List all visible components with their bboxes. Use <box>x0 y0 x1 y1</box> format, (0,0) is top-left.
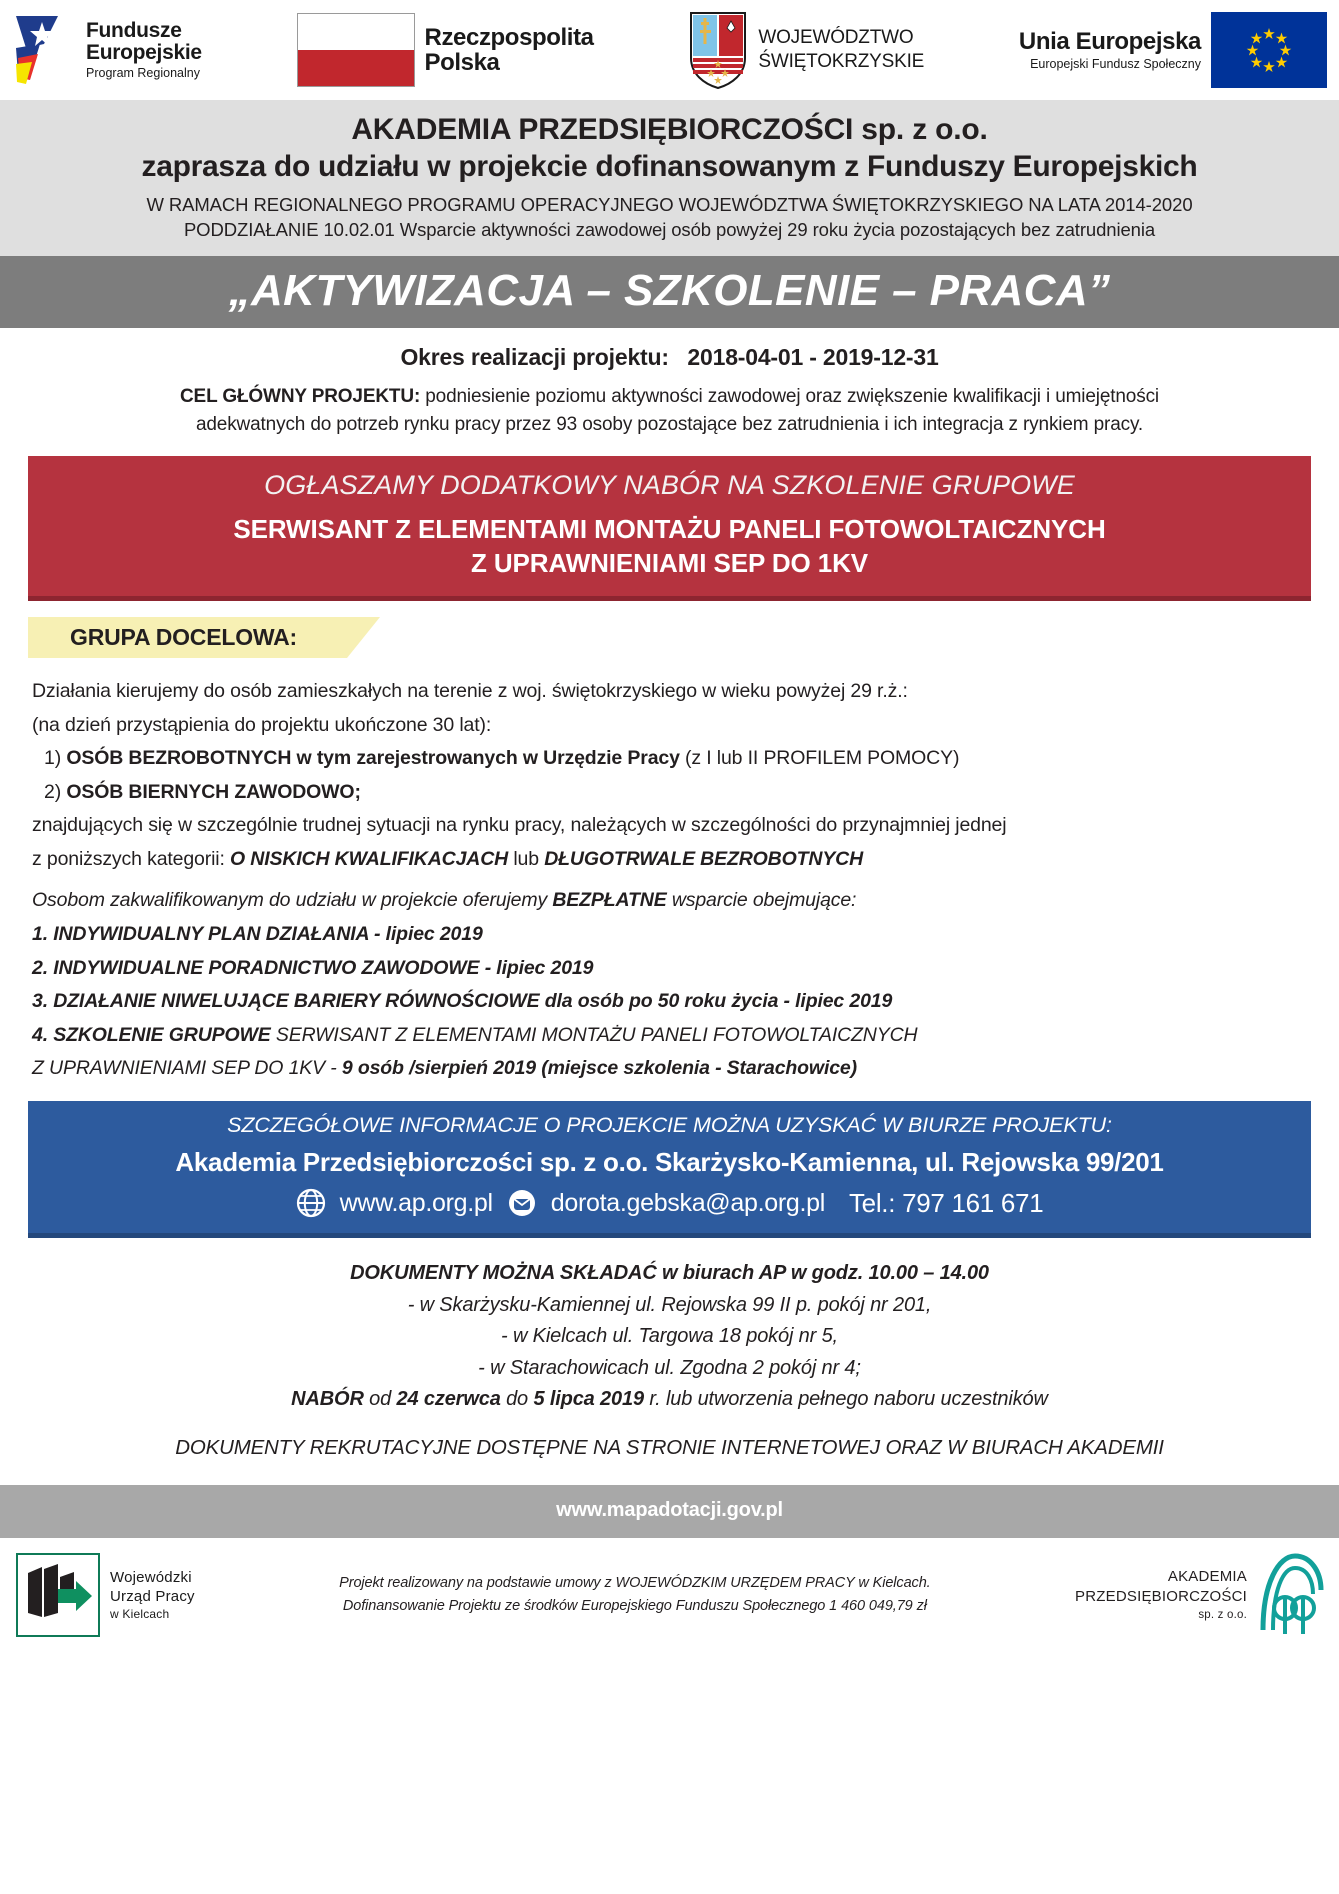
wup-logo-block <box>16 1553 195 1637</box>
envelope-icon <box>507 1188 537 1218</box>
announcement-text: OGŁASZAMY DODATKOWY NABÓR NA SZKOLENIE GRUPOWE <box>264 470 1075 501</box>
footer-note-line1: Projekt realizowany na podstawie umowy z WOJEWÓDZKIM URZĘDEM PRACY w Kielcach. <box>339 1575 931 1592</box>
target-group-body <box>32 676 1309 1085</box>
polish-flag-icon <box>297 13 415 87</box>
nabor-t3: r. lub utworzenia pełnego naboru uczestników <box>643 1388 1048 1411</box>
course-name-line2: Z UPRAWNIENIAMI SEP DO 1KV <box>470 547 869 578</box>
tg-intro-line1: Działania kierujemy do osób zamieszkałych na terenie z woj. świętokrzyskiego w wieku powyżej 29 r.ż.: <box>32 679 908 702</box>
footer <box>0 1538 1339 1651</box>
mapadotacji-link[interactable]: www.mapadotacji.gov.pl <box>556 1498 783 1521</box>
footer-funding-note <box>195 1572 1075 1618</box>
support-item-4 <box>32 1020 1309 1052</box>
support-item2-main: 2. INDYWIDUALNE PORADNICTWO ZAWODOWE <box>32 956 480 979</box>
logo-unia-europejska <box>1019 12 1327 88</box>
tg-note2-b1: O NISKICH KWALIFIKACJACH <box>230 847 509 870</box>
support-item3-main: 3. DZIAŁANIE NIWELUJĄCE BARIERY RÓWNOŚCIOWE <box>32 990 540 1013</box>
logo-fundusze-europejskie <box>14 14 202 86</box>
contact-office-address: Akademia Przedsiębiorczości sp. z o.o. Skarżysko-Kamienna, ul. Rejowska 99/201 <box>175 1146 1164 1177</box>
woj-line1: WOJEWÓDZTWO <box>758 27 914 48</box>
fe-line3: Program Regionalny <box>86 65 200 80</box>
eu-line2: Europejski Fundusz Społeczny <box>1030 56 1201 71</box>
red-announcement-banner <box>28 456 1311 601</box>
swietokrzyskie-crest-icon <box>688 10 748 90</box>
email-link[interactable]: dorota.gebska@ap.org.pl <box>550 1188 825 1217</box>
support-intro-pre: Osobom zakwalifikowanym do udziału w projekcie oferujemy <box>32 889 553 912</box>
eu-flag-icon <box>1211 12 1327 88</box>
footer-note-line2: Dofinansowanie Projektu ze środków Europejskiego Funduszu Społecznego 1 460 049,79 zł <box>342 1598 927 1615</box>
tg-item2-num: 2) <box>44 780 62 803</box>
tg-note-line1: znajdujących się w szczególnie trudnej sytuacji na rynku pracy, należących w szczególności do przynajmniej jednej <box>32 814 1007 837</box>
ap-line2: PRZEDSIĘBIORCZOŚCI <box>1075 1588 1247 1606</box>
tg-note2-b2: DŁUGOTRWALE BEZROBOTNYCH <box>544 847 864 870</box>
support-item1-main: 1. INDYWIDUALNY PLAN DZIAŁANIA <box>32 923 369 946</box>
support-item1-detail: - lipiec 2019 <box>368 923 483 946</box>
fundusze-europejskie-text <box>86 20 202 80</box>
support-item3-detail: dla osób po 50 roku życia - lipiec 2019 <box>539 990 893 1013</box>
ap-line3: sp. z o.o. <box>1198 1608 1247 1621</box>
period-value: 2018-04-01 - 2019-12-31 <box>687 344 939 371</box>
website-link[interactable]: www.ap.org.pl <box>339 1188 493 1217</box>
phone-number: Tel.: 797 161 671 <box>848 1187 1044 1218</box>
pl-line1: Rzeczpospolita <box>424 23 594 51</box>
tg-item-1 <box>32 743 1309 775</box>
fe-line2: Europejskie <box>86 40 202 64</box>
wojewodztwo-text <box>758 27 924 73</box>
support-item-3 <box>32 986 1309 1018</box>
support-item2-detail: - lipiec 2019 <box>479 956 594 979</box>
pl-line2: Polska <box>424 49 500 76</box>
nabor-label: NABÓR <box>291 1388 364 1411</box>
nabor-end-date: 5 lipca 2019 <box>533 1388 644 1411</box>
nabor-start-date: 24 czerwca <box>396 1388 501 1411</box>
support-intro-post: wsparcie obejmujące: <box>666 889 857 912</box>
wup-line3: w Kielcach <box>110 1606 170 1621</box>
period-label: Okres realizacji projektu: <box>400 344 669 371</box>
wup-line1: Wojewódzki <box>110 1568 192 1586</box>
tg-note2-mid: lub <box>508 847 545 870</box>
goal-text-line1: podniesienie poziomu aktywności zawodowej oraz zwiększenie kwalifikacji i umiejętności <box>420 386 1159 408</box>
documents-heading <box>30 1258 1309 1290</box>
header-subtitle-line1: W RAMACH REGIONALNEGO PROGRAMU OPERACYJNEGO WOJEWÓDZTWA ŚWIĘTOKRZYSKIEGO NA LATA 2014-2020 <box>146 193 1193 215</box>
nabor-t1: od <box>363 1388 397 1411</box>
eu-line1: Unia Europejska <box>1018 28 1201 56</box>
contact-details-row <box>40 1188 1299 1219</box>
logo-rzeczpospolita-polska <box>297 13 594 87</box>
fundusze-europejskie-star-mark <box>14 14 76 86</box>
support-item-4-line2 <box>32 1053 1309 1085</box>
contact-heading: SZCZEGÓŁOWE INFORMACJE O PROJEKCIE MOŻNA UZYSKAĆ W BIURZE PROJEKTU: <box>227 1112 1112 1137</box>
fe-line1: Fundusze <box>86 18 182 42</box>
wup-arrow-icon <box>16 1553 100 1637</box>
tg-item1-rest: (z I lub II PROFILEM POMOCY) <box>679 747 960 770</box>
header-title-line1: AKADEMIA PRZEDSIĘBIORCZOŚCI sp. z o.o. <box>351 113 988 146</box>
project-period <box>0 344 1339 371</box>
target-group-tab-row <box>0 617 1339 658</box>
goal-label: CEL GŁÓWNY PROJEKTU: <box>179 386 421 408</box>
documents-location-2: - w Kielcach ul. Targowa 18 pokój nr 5, <box>501 1325 838 1348</box>
support-item4-line2-pre: Z UPRAWNIENIAMI SEP DO 1KV - <box>32 1057 342 1080</box>
globe-icon <box>296 1188 326 1218</box>
support-item4-line2-bold: 9 osób /sierpień 2019 (miejsce szkolenia - Starachowice) <box>341 1057 857 1080</box>
poland-text <box>425 25 594 75</box>
contact-box <box>28 1101 1311 1238</box>
project-title-bar <box>0 256 1339 328</box>
woj-line2: ŚWIĘTOKRZYSKIE <box>758 51 925 72</box>
ap-logo-icon <box>1255 1550 1325 1641</box>
support-intro-bold: BEZPŁATNE <box>552 889 667 912</box>
support-item-2 <box>32 953 1309 985</box>
documents-heading-rest: w biurach AP w godz. 10.00 – 14.00 <box>656 1261 989 1284</box>
tg-item-2 <box>32 777 1309 809</box>
documents-heading-bold: DOKUMENTY MOŻNA SKŁADAĆ <box>350 1261 657 1284</box>
ap-text <box>1075 1567 1247 1623</box>
tg-item1-bold: OSÓB BEZROBOTNYCH w tym zarejestrowanych w Urzędzie Pracy <box>66 747 680 770</box>
tg-note-line2 <box>32 844 1309 876</box>
project-title: „AKTYWIZACJA – SZKOLENIE – PRACA” <box>228 266 1111 316</box>
tg-item2-bold: OSÓB BIERNYCH ZAWODOWO; <box>66 780 361 803</box>
support-item-1 <box>32 919 1309 951</box>
eu-logo-strip <box>0 0 1339 100</box>
header-subtitle-line2: PODDZIAŁANIE 10.02.01 Wsparcie aktywności zawodowej osób powyżej 29 roku życia pozostających bez zatrudnienia <box>183 218 1156 240</box>
tg-note2-pre: z poniższych kategorii: <box>32 847 230 870</box>
documents-location-1: - w Skarżysku-Kamiennej ul. Rejowska 99 II p. pokój nr 201, <box>407 1293 932 1316</box>
mapadotacji-bar <box>0 1485 1339 1538</box>
support-item4-rest: SERWISANT Z ELEMENTAMI MONTAŻU PANELI FOTOWOLTAICZNYCH <box>270 1023 918 1046</box>
documents-final-note: DOKUMENTY REKRUTACYJNE DOSTĘPNE NA STRONIE INTERNETOWEJ ORAZ W BIURACH AKADEMII <box>175 1435 1164 1459</box>
logo-wojewodztwo-swietokrzyskie <box>688 10 924 90</box>
tg-intro-line2: (na dzień przystąpienia do projektu ukończone 30 lat): <box>32 713 492 736</box>
target-group-tab: GRUPA DOCELOWA: <box>28 617 347 658</box>
wup-line2: Urząd Pracy <box>110 1588 195 1606</box>
support-item4-bold: 4. SZKOLENIE GRUPOWE <box>32 1023 271 1046</box>
course-name-line1: SERWISANT Z ELEMENTAMI MONTAŻU PANELI FOTOWOLTAICZNYCH <box>233 514 1106 545</box>
ap-logo-block <box>1075 1550 1325 1641</box>
goal-text-line2: adekwatnych do potrzeb rynku pracy przez 93 osoby pozostające bez zatrudnienia i ich integracja z rynkiem pracy. <box>195 413 1144 435</box>
ap-line1: AKADEMIA <box>1167 1568 1247 1586</box>
support-intro <box>32 885 1309 917</box>
project-goal <box>22 383 1317 438</box>
nabor-t2: do <box>500 1388 534 1411</box>
documents-section <box>30 1258 1309 1464</box>
header-title-line2: zaprasza do udziału w projekcie dofinansowanym z Funduszy Europejskich <box>141 150 1198 184</box>
documents-location-3: - w Starachowicach ul. Zgodna 2 pokój nr 4; <box>478 1356 861 1379</box>
header-box <box>0 100 1339 256</box>
wup-text <box>110 1568 195 1623</box>
eu-text <box>1019 29 1201 70</box>
tg-item1-num: 1) <box>44 747 62 770</box>
documents-nabor <box>30 1384 1309 1416</box>
